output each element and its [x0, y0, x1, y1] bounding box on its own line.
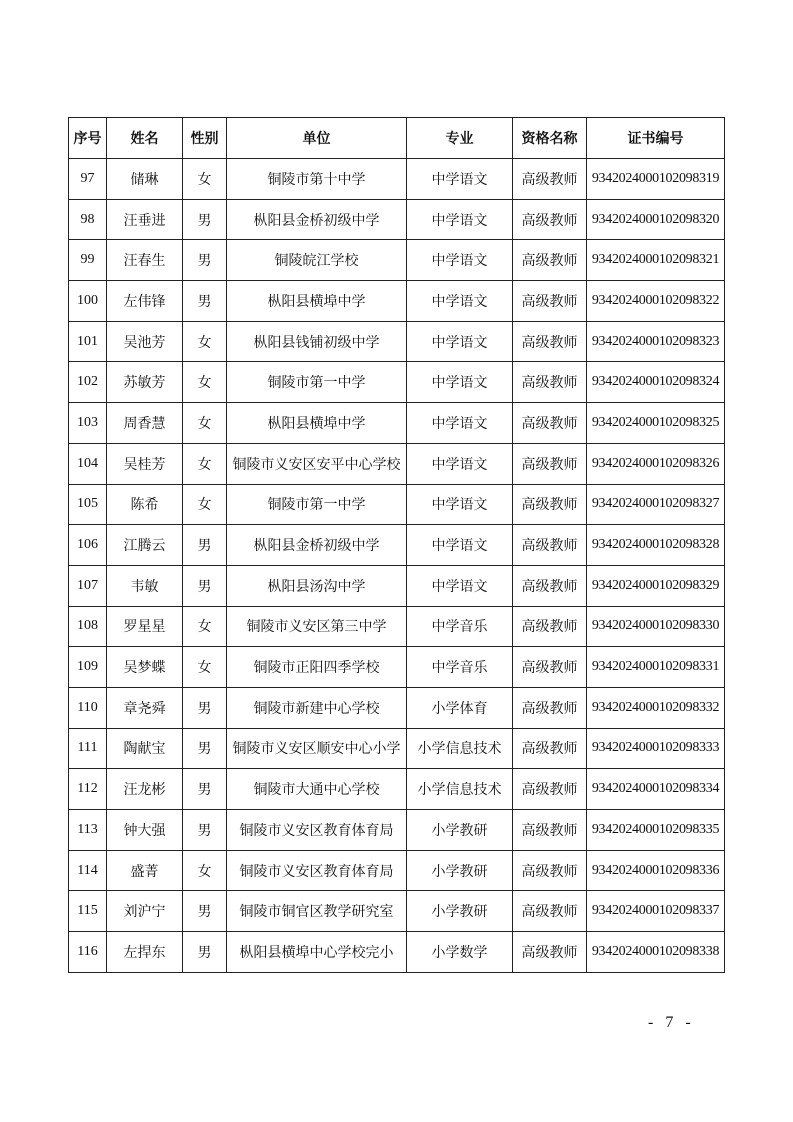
cell-subject: 中学音乐 — [407, 606, 513, 647]
cell-name: 陶献宝 — [107, 728, 183, 769]
cell-certificate-no: 9342024000102098324 — [587, 362, 725, 403]
cell-gender: 女 — [183, 606, 227, 647]
cell-gender: 男 — [183, 687, 227, 728]
cell-subject: 中学语文 — [407, 403, 513, 444]
cell-gender: 男 — [183, 565, 227, 606]
cell-unit: 铜陵市义安区顺安中心小学 — [227, 728, 407, 769]
cell-certificate-no: 9342024000102098330 — [587, 606, 725, 647]
table-row — [69, 240, 725, 281]
cell-qualification: 高级教师 — [513, 199, 587, 240]
cell-qualification: 高级教师 — [513, 159, 587, 200]
cell-subject: 小学体育 — [407, 687, 513, 728]
table-row — [69, 321, 725, 362]
cell-qualification: 高级教师 — [513, 932, 587, 973]
cell-index: 112 — [69, 769, 107, 810]
cell-gender: 男 — [183, 810, 227, 851]
table-row — [69, 850, 725, 891]
cell-subject: 中学语文 — [407, 362, 513, 403]
cell-subject: 中学语文 — [407, 484, 513, 525]
cell-certificate-no: 9342024000102098334 — [587, 769, 725, 810]
table-row — [69, 891, 725, 932]
table-row — [69, 810, 725, 851]
cell-unit: 枞阳县金桥初级中学 — [227, 525, 407, 566]
cell-index: 104 — [69, 443, 107, 484]
cell-name: 左伟锋 — [107, 281, 183, 322]
table-row — [69, 281, 725, 322]
header-subject: 专业 — [407, 118, 513, 159]
cell-subject: 中学语文 — [407, 321, 513, 362]
cell-name: 陈希 — [107, 484, 183, 525]
cell-certificate-no: 9342024000102098322 — [587, 281, 725, 322]
cell-qualification: 高级教师 — [513, 850, 587, 891]
table-body — [69, 159, 725, 973]
cell-name: 韦敏 — [107, 565, 183, 606]
cell-unit: 枞阳县金桥初级中学 — [227, 199, 407, 240]
cell-unit: 铜陵市第十中学 — [227, 159, 407, 200]
cell-gender: 女 — [183, 159, 227, 200]
cell-certificate-no: 9342024000102098326 — [587, 443, 725, 484]
cell-unit: 铜陵皖江学校 — [227, 240, 407, 281]
cell-subject: 中学语文 — [407, 525, 513, 566]
cell-subject: 中学语文 — [407, 240, 513, 281]
cell-name: 左捍东 — [107, 932, 183, 973]
cell-qualification: 高级教师 — [513, 403, 587, 444]
cell-subject: 中学语文 — [407, 443, 513, 484]
cell-index: 101 — [69, 321, 107, 362]
table-row — [69, 403, 725, 444]
cell-name: 苏敏芳 — [107, 362, 183, 403]
table-row — [69, 565, 725, 606]
cell-subject: 中学语文 — [407, 199, 513, 240]
table-row — [69, 484, 725, 525]
cell-index: 115 — [69, 891, 107, 932]
header-unit: 单位 — [227, 118, 407, 159]
cell-index: 108 — [69, 606, 107, 647]
cell-subject: 小学数学 — [407, 932, 513, 973]
cell-unit: 铜陵市义安区安平中心学校 — [227, 443, 407, 484]
cell-index: 100 — [69, 281, 107, 322]
cell-gender: 女 — [183, 362, 227, 403]
cell-certificate-no: 9342024000102098331 — [587, 647, 725, 688]
cell-subject: 中学语文 — [407, 159, 513, 200]
table-row — [69, 647, 725, 688]
cell-subject: 中学语文 — [407, 281, 513, 322]
header-certificate-no: 证书编号 — [587, 118, 725, 159]
cell-qualification: 高级教师 — [513, 647, 587, 688]
cell-name: 钟大强 — [107, 810, 183, 851]
cell-name: 吴梦蝶 — [107, 647, 183, 688]
cell-certificate-no: 9342024000102098321 — [587, 240, 725, 281]
cell-certificate-no: 9342024000102098336 — [587, 850, 725, 891]
cell-gender: 女 — [183, 484, 227, 525]
cell-qualification: 高级教师 — [513, 810, 587, 851]
cell-qualification: 高级教师 — [513, 484, 587, 525]
cell-index: 107 — [69, 565, 107, 606]
cell-unit: 铜陵市义安区教育体育局 — [227, 850, 407, 891]
cell-name: 吴桂芳 — [107, 443, 183, 484]
cell-name: 汪垂进 — [107, 199, 183, 240]
cell-gender: 女 — [183, 443, 227, 484]
cell-qualification: 高级教师 — [513, 240, 587, 281]
cell-qualification: 高级教师 — [513, 606, 587, 647]
cell-subject: 中学语文 — [407, 565, 513, 606]
cell-qualification: 高级教师 — [513, 687, 587, 728]
cell-unit: 铜陵市大通中心学校 — [227, 769, 407, 810]
cell-unit: 枞阳县横埠中心学校完小 — [227, 932, 407, 973]
cell-index: 106 — [69, 525, 107, 566]
table-row — [69, 769, 725, 810]
cell-name: 周香慧 — [107, 403, 183, 444]
table-row — [69, 525, 725, 566]
cell-subject: 中学音乐 — [407, 647, 513, 688]
cell-name: 储琳 — [107, 159, 183, 200]
cell-certificate-no: 9342024000102098325 — [587, 403, 725, 444]
cell-certificate-no: 9342024000102098327 — [587, 484, 725, 525]
cell-index: 114 — [69, 850, 107, 891]
cell-gender: 女 — [183, 321, 227, 362]
cell-subject: 小学教研 — [407, 850, 513, 891]
cell-gender: 女 — [183, 647, 227, 688]
cell-gender: 女 — [183, 403, 227, 444]
cell-certificate-no: 9342024000102098328 — [587, 525, 725, 566]
cell-qualification: 高级教师 — [513, 362, 587, 403]
cell-name: 盛菁 — [107, 850, 183, 891]
cell-qualification: 高级教师 — [513, 281, 587, 322]
cell-certificate-no: 9342024000102098338 — [587, 932, 725, 973]
cell-qualification: 高级教师 — [513, 443, 587, 484]
cell-unit: 铜陵市新建中心学校 — [227, 687, 407, 728]
cell-qualification: 高级教师 — [513, 525, 587, 566]
cell-gender: 男 — [183, 932, 227, 973]
cell-gender: 男 — [183, 728, 227, 769]
cell-subject: 小学信息技术 — [407, 728, 513, 769]
cell-index: 116 — [69, 932, 107, 973]
cell-certificate-no: 9342024000102098337 — [587, 891, 725, 932]
cell-unit: 枞阳县钱铺初级中学 — [227, 321, 407, 362]
cell-unit: 铜陵市第一中学 — [227, 484, 407, 525]
table-row — [69, 199, 725, 240]
cell-unit: 铜陵市义安区教育体育局 — [227, 810, 407, 851]
cell-index: 99 — [69, 240, 107, 281]
header-name: 姓名 — [107, 118, 183, 159]
cell-certificate-no: 9342024000102098335 — [587, 810, 725, 851]
cell-qualification: 高级教师 — [513, 769, 587, 810]
cell-qualification: 高级教师 — [513, 728, 587, 769]
cell-unit: 枞阳县汤沟中学 — [227, 565, 407, 606]
cell-subject: 小学信息技术 — [407, 769, 513, 810]
cell-gender: 男 — [183, 525, 227, 566]
cell-certificate-no: 9342024000102098323 — [587, 321, 725, 362]
cell-gender: 男 — [183, 769, 227, 810]
cell-gender: 女 — [183, 850, 227, 891]
cell-certificate-no: 9342024000102098332 — [587, 687, 725, 728]
cell-gender: 男 — [183, 199, 227, 240]
table-row — [69, 443, 725, 484]
cell-name: 刘沪宁 — [107, 891, 183, 932]
table-row — [69, 687, 725, 728]
teacher-certificate-table — [68, 117, 725, 973]
header-qualification: 资格名称 — [513, 118, 587, 159]
table-row — [69, 606, 725, 647]
cell-unit: 铜陵市铜官区教学研究室 — [227, 891, 407, 932]
cell-index: 102 — [69, 362, 107, 403]
cell-unit: 铜陵市义安区第三中学 — [227, 606, 407, 647]
cell-gender: 男 — [183, 891, 227, 932]
cell-subject: 小学教研 — [407, 810, 513, 851]
cell-name: 章尧舜 — [107, 687, 183, 728]
cell-subject: 小学教研 — [407, 891, 513, 932]
header-index: 序号 — [69, 118, 107, 159]
cell-unit: 枞阳县横埠中学 — [227, 281, 407, 322]
cell-index: 113 — [69, 810, 107, 851]
table-row — [69, 362, 725, 403]
cell-certificate-no: 9342024000102098319 — [587, 159, 725, 200]
cell-index: 110 — [69, 687, 107, 728]
cell-name: 吴池芳 — [107, 321, 183, 362]
table-row — [69, 728, 725, 769]
cell-certificate-no: 9342024000102098320 — [587, 199, 725, 240]
cell-index: 97 — [69, 159, 107, 200]
cell-name: 江腾云 — [107, 525, 183, 566]
cell-certificate-no: 9342024000102098333 — [587, 728, 725, 769]
table-row — [69, 159, 725, 200]
cell-certificate-no: 9342024000102098329 — [587, 565, 725, 606]
table-header-row — [69, 118, 725, 159]
cell-index: 111 — [69, 728, 107, 769]
table-row — [69, 932, 725, 973]
cell-qualification: 高级教师 — [513, 321, 587, 362]
cell-unit: 铜陵市正阳四季学校 — [227, 647, 407, 688]
cell-index: 98 — [69, 199, 107, 240]
cell-gender: 男 — [183, 240, 227, 281]
page-number: - 7 - — [648, 1014, 695, 1031]
cell-index: 103 — [69, 403, 107, 444]
cell-index: 109 — [69, 647, 107, 688]
cell-index: 105 — [69, 484, 107, 525]
cell-name: 汪龙彬 — [107, 769, 183, 810]
cell-gender: 男 — [183, 281, 227, 322]
cell-name: 罗星星 — [107, 606, 183, 647]
cell-name: 汪春生 — [107, 240, 183, 281]
cell-qualification: 高级教师 — [513, 891, 587, 932]
cell-unit: 枞阳县横埠中学 — [227, 403, 407, 444]
header-gender: 性别 — [183, 118, 227, 159]
cell-qualification: 高级教师 — [513, 565, 587, 606]
cell-unit: 铜陵市第一中学 — [227, 362, 407, 403]
